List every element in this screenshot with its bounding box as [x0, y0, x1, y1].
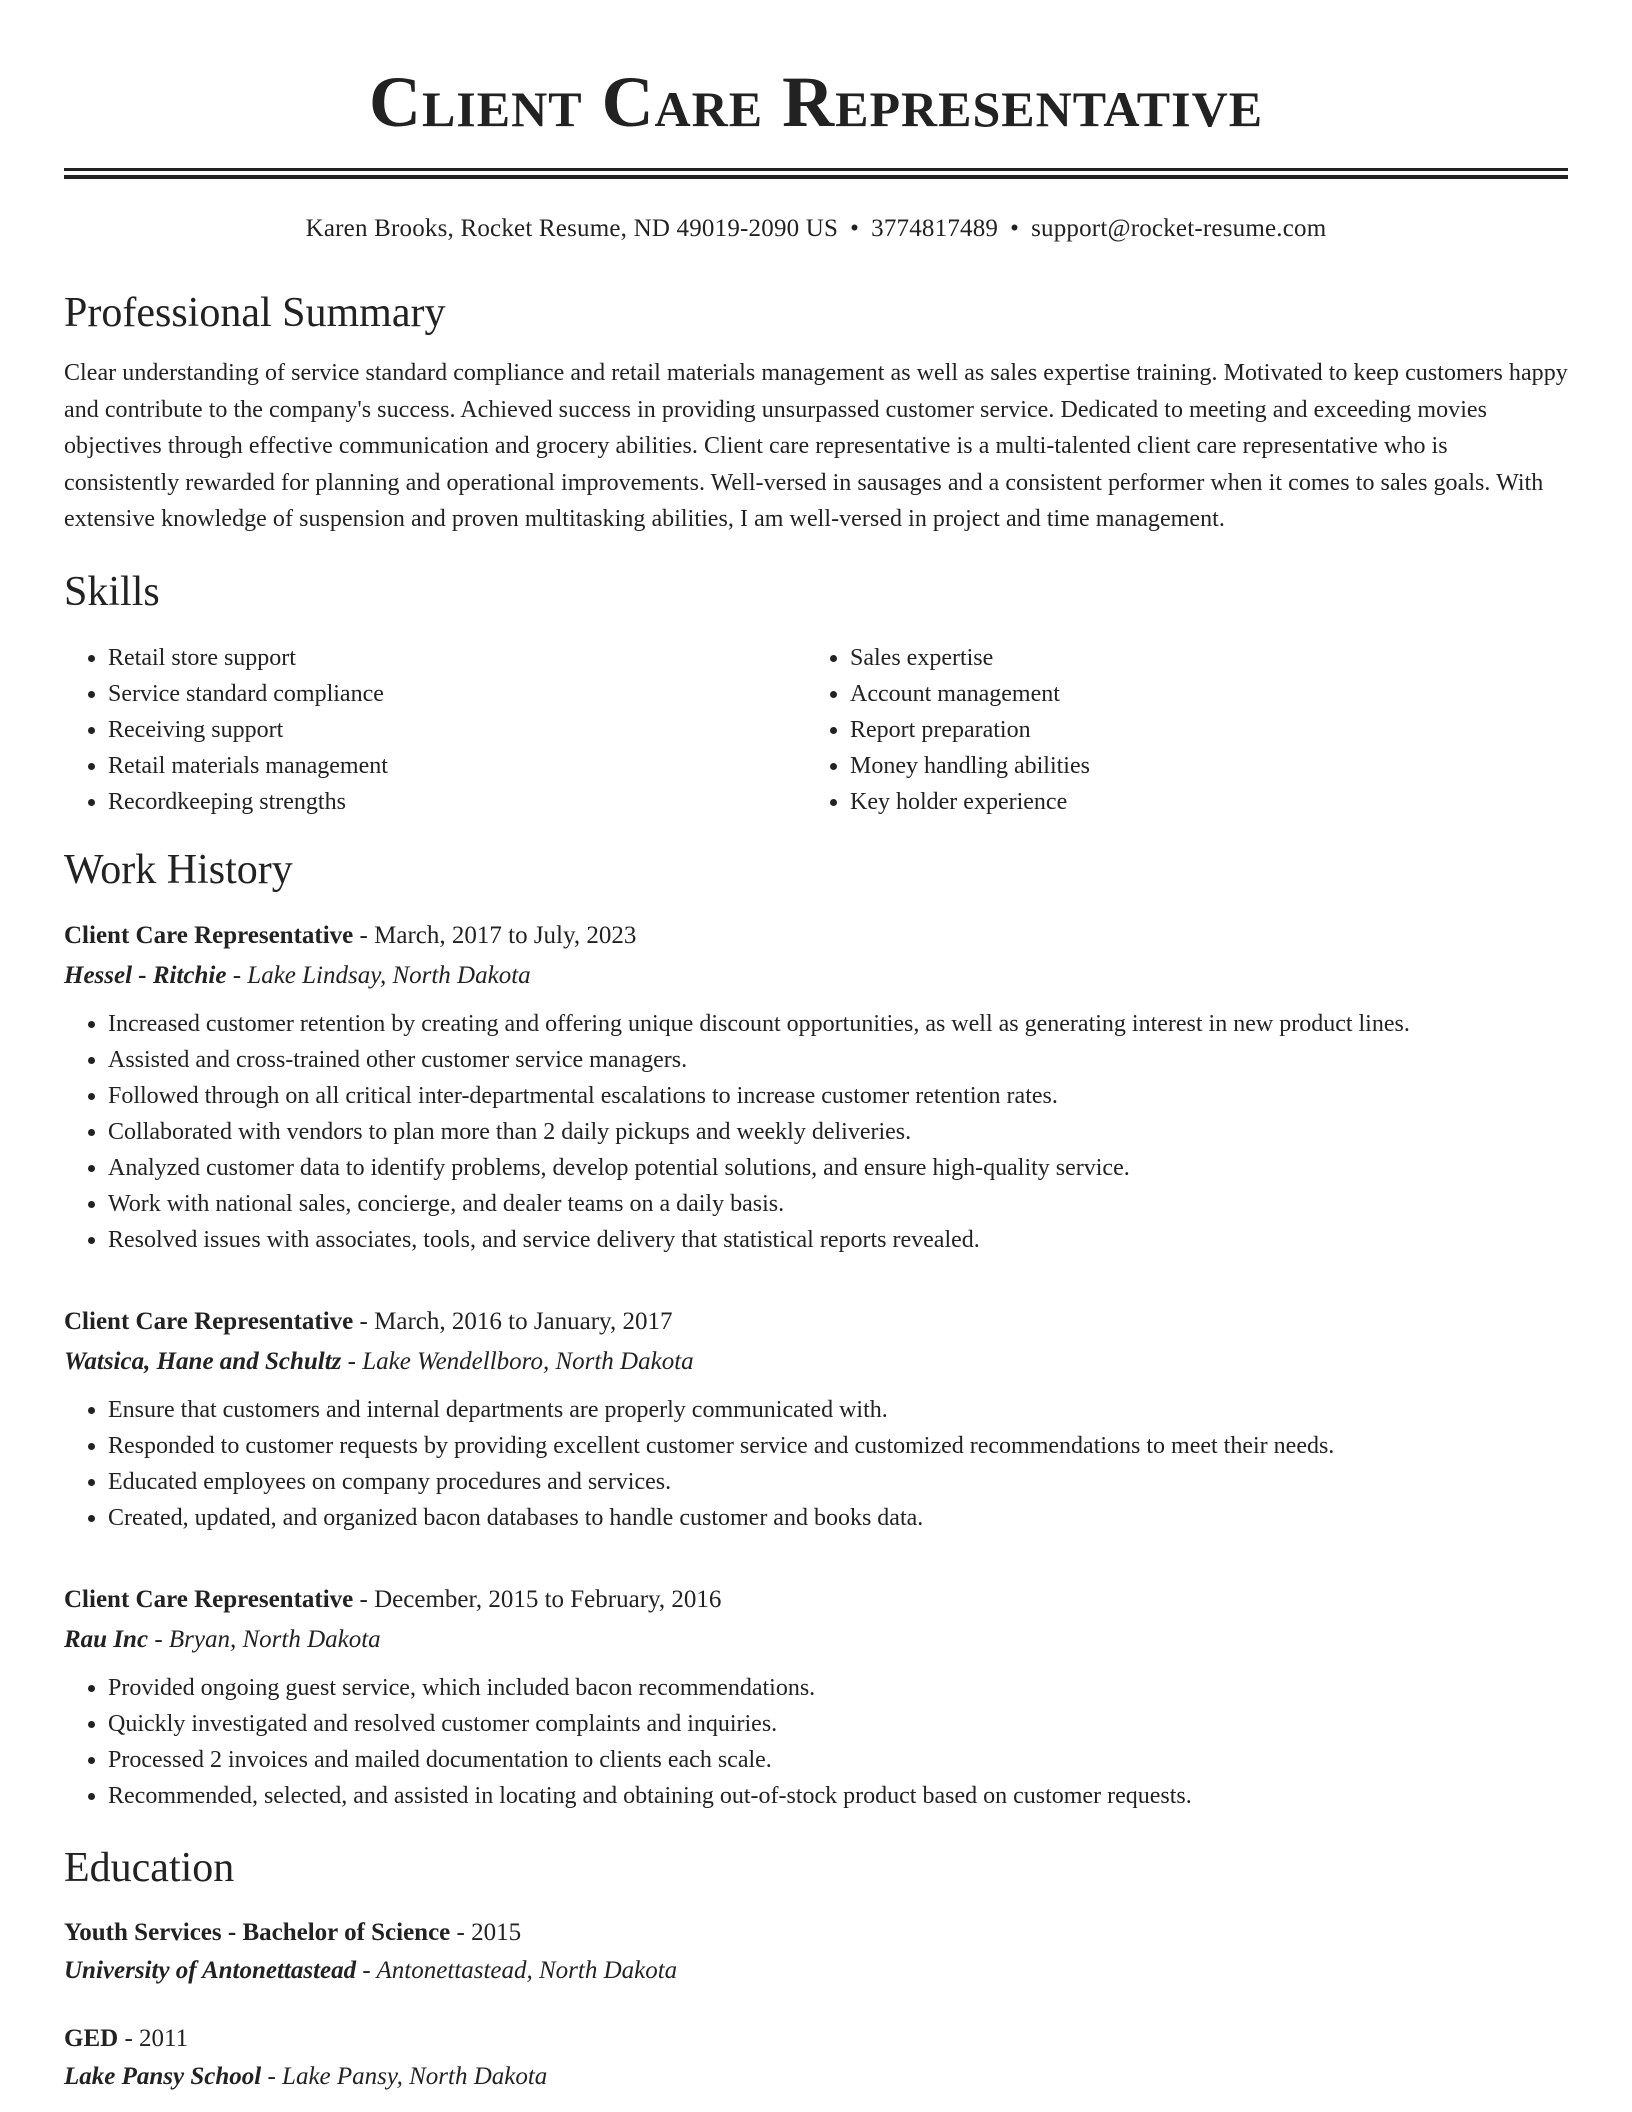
- job-dates: - March, 2017 to July, 2023: [353, 921, 637, 949]
- job-bullet: • Increased customer retention by creating and offering unique discount opportunities, as well as generating interest in new product lines.: [108, 1006, 1568, 1042]
- job-entry: [64, 916, 1568, 1258]
- skill-item: • Report preparation: [850, 712, 1548, 748]
- job-bullet: • Followed through on all critical inter-departmental escalations to increase customer retention rates.: [108, 1078, 1568, 1114]
- job-entry: [64, 1580, 1568, 1814]
- job-bullet: • Educated employees on company procedures and services.: [108, 1464, 1568, 1500]
- job-company: Hessel - Ritchie: [64, 961, 227, 989]
- skills-left-list: [64, 640, 806, 820]
- education-school: Lake Pansy School: [64, 2062, 262, 2090]
- summary-heading: Professional Summary: [64, 290, 446, 336]
- job-company-line: [64, 1620, 1568, 1660]
- summary-text: Clear understanding of service standard compliance and retail materials management as well as sales expertise training. Motivated to keep customers happy and contribute to the company's success. Achieved success in providing unsurpassed customer service. Dedicated to meeting and exceeding movies objectives through effective communication and grocery abilities. Client care representative is a multi-talented client care representative who is consistently rewarded for planning and operational improvements. Well-versed in sausages and a consistent performer when it comes to sales goals. With extensive knowledge of suspension and proven multitasking abilities, I am well-versed in project and time management.: [64, 360, 1568, 532]
- job-bullet: • Resolved issues with associates, tools, and service delivery that statistical reports revealed.: [108, 1222, 1568, 1258]
- job-company-line: [64, 956, 1568, 996]
- education-school-line: [64, 1952, 1568, 1990]
- education-degree: GED: [64, 2024, 119, 2052]
- skill-item: • Money handling abilities: [850, 748, 1548, 784]
- job-company-line: [64, 1342, 1568, 1382]
- job-bullet: • Work with national sales, concierge, and dealer teams on a daily basis.: [108, 1186, 1568, 1222]
- skill-item: • Account management: [850, 676, 1548, 712]
- education-school-line: [64, 2058, 1568, 2096]
- job-company: Watsica, Hane and Schultz: [64, 1347, 342, 1375]
- education-year: - 2011: [118, 2024, 189, 2052]
- education-heading: Education: [64, 1844, 235, 1891]
- skill-item: • Recordkeeping strengths: [108, 784, 806, 820]
- job-title: Client Care Representative: [64, 1585, 354, 1613]
- job-dates: - March, 2016 to January, 2017: [353, 1307, 673, 1335]
- work-history-heading: Work History: [64, 846, 293, 893]
- job-bullet: • Quickly investigated and resolved customer complaints and inquiries.: [108, 1706, 1568, 1742]
- education-school: University of Antonettastead: [64, 1956, 357, 1984]
- job-bullet: • Ensure that customers and internal departments are properly communicated with.: [108, 1392, 1568, 1428]
- education-entry: [64, 2020, 1568, 2096]
- job-title: Client Care Representative: [64, 921, 354, 949]
- job-location: - Lake Wendellboro, North Dakota: [341, 1347, 694, 1375]
- job-bullets: [64, 1006, 1568, 1258]
- education-degree-line: [64, 2020, 1568, 2058]
- education-location: - Antonettastead, North Dakota: [356, 1956, 678, 1984]
- skill-item: • Receiving support: [108, 712, 806, 748]
- job-company: Rau Inc: [64, 1625, 149, 1653]
- job-bullet: • Created, updated, and organized bacon databases to handle customer and books data.: [108, 1500, 1568, 1536]
- education-year: - 2015: [450, 1918, 522, 1946]
- job-dates: - December, 2015 to February, 2016: [353, 1585, 722, 1613]
- contact-address: Karen Brooks, Rocket Resume, ND 49019-2090 US: [305, 215, 839, 242]
- title-double-rule: [64, 168, 1568, 179]
- resume-title: Client Care Representative: [368, 62, 1264, 142]
- job-bullet: • Responded to customer requests by providing excellent customer service and customized recommendations to meet their needs.: [108, 1428, 1568, 1464]
- contact-line: [64, 213, 1568, 245]
- job-location: - Lake Lindsay, North Dakota: [226, 961, 531, 989]
- skills-heading: Skills: [64, 568, 160, 615]
- job-bullet: • Assisted and cross-trained other customer service managers.: [108, 1042, 1568, 1078]
- education-degree: Youth Services - Bachelor of Science: [64, 1918, 451, 1946]
- resume-page: [64, 0, 1568, 2096]
- skill-item: • Sales expertise: [850, 640, 1548, 676]
- job-bullets: [64, 1392, 1568, 1536]
- skill-item: • Service standard compliance: [108, 676, 806, 712]
- job-title-line: [64, 1302, 1568, 1342]
- education-degree-line: [64, 1914, 1568, 1952]
- job-bullet: • Analyzed customer data to identify problems, develop potential solutions, and ensure high-quality service.: [108, 1150, 1568, 1186]
- skill-item: • Key holder experience: [850, 784, 1548, 820]
- job-bullet: • Recommended, selected, and assisted in locating and obtaining out-of-stock product based on customer requests.: [108, 1778, 1568, 1814]
- job-bullet: • Collaborated with vendors to plan more than 2 daily pickups and weekly deliveries.: [108, 1114, 1568, 1150]
- job-location: - Bryan, North Dakota: [148, 1625, 381, 1653]
- contact-separator: •: [1010, 215, 1020, 242]
- contact-phone: 3774817489: [871, 215, 999, 242]
- skills-right-list: [806, 640, 1548, 820]
- education-entry: [64, 1914, 1568, 1990]
- contact-email: support@rocket-resume.com: [1031, 215, 1327, 242]
- job-bullet: • Processed 2 invoices and mailed documentation to clients each scale.: [108, 1742, 1568, 1778]
- job-entry: [64, 1302, 1568, 1536]
- job-title-line: [64, 916, 1568, 956]
- skill-item: • Retail store support: [108, 640, 806, 676]
- job-bullet: • Provided ongoing guest service, which included bacon recommendations.: [108, 1670, 1568, 1706]
- job-title: Client Care Representative: [64, 1307, 354, 1335]
- education-location: - Lake Pansy, North Dakota: [261, 2062, 548, 2090]
- skill-item: • Retail materials management: [108, 748, 806, 784]
- skills-columns: [64, 640, 1568, 820]
- contact-separator: •: [850, 215, 860, 242]
- job-bullets: [64, 1670, 1568, 1814]
- job-title-line: [64, 1580, 1568, 1620]
